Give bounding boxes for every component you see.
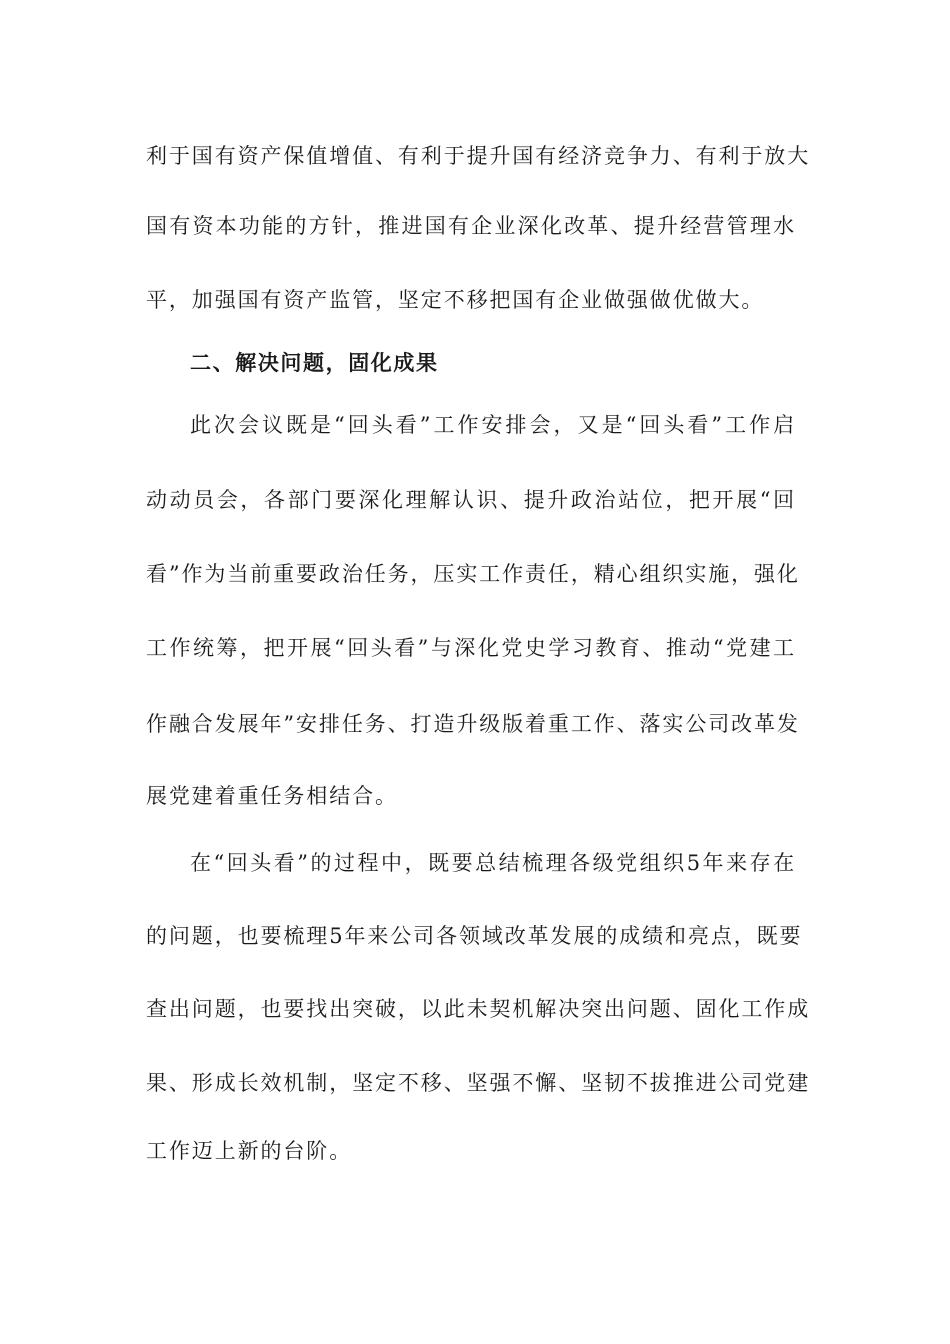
paragraph-line: 展党建着重任务相结合。	[146, 784, 398, 808]
paragraph-line: 作融合发展年”安排任务、打造升级版着重工作、落实公司改革发	[146, 712, 800, 736]
paragraph-line: 在“回头看”的过程中，既要总结梳理各级党组织5年来存在	[190, 851, 796, 875]
section-heading: 二、解决问题，固化成果	[190, 350, 439, 375]
paragraph-line: 工作统筹，把开展“回头看”与深化党史学习教育、推动“党建工	[146, 636, 796, 660]
paragraph-line: 查出问题，也要找出突破，以此未契机解决突出问题、固化工作成	[146, 997, 811, 1021]
paragraph-line: 的问题，也要梳理5年来公司各领域改革发展的成绩和亮点，既要	[146, 924, 803, 948]
paragraph-line: 工作迈上新的台阶。	[146, 1139, 353, 1163]
paragraph-line: 国有资本功能的方针，推进国有企业深化改革、提升经营管理水	[146, 214, 796, 238]
paragraph-line: 利于国有资产保值增值、有利于提升国有经济竞争力、有利于放大	[146, 144, 811, 168]
paragraph-line: 动动员会，各部门要深化理解认识、提升政治站位，把开展“回	[146, 488, 796, 512]
paragraph-line: 平，加强国有资产监管，坚定不移把国有企业做强做优做大。	[146, 288, 765, 312]
paragraph-line: 看”作为当前重要政治任务，压实工作责任，精心组织实施，强化	[146, 562, 800, 586]
paragraph-line: 果、形成长效机制，坚定不移、坚强不懈、坚韧不拔推进公司党建	[146, 1071, 811, 1095]
paragraph-line: 此次会议既是“回头看”工作安排会，又是“回头看”工作启	[190, 413, 796, 437]
